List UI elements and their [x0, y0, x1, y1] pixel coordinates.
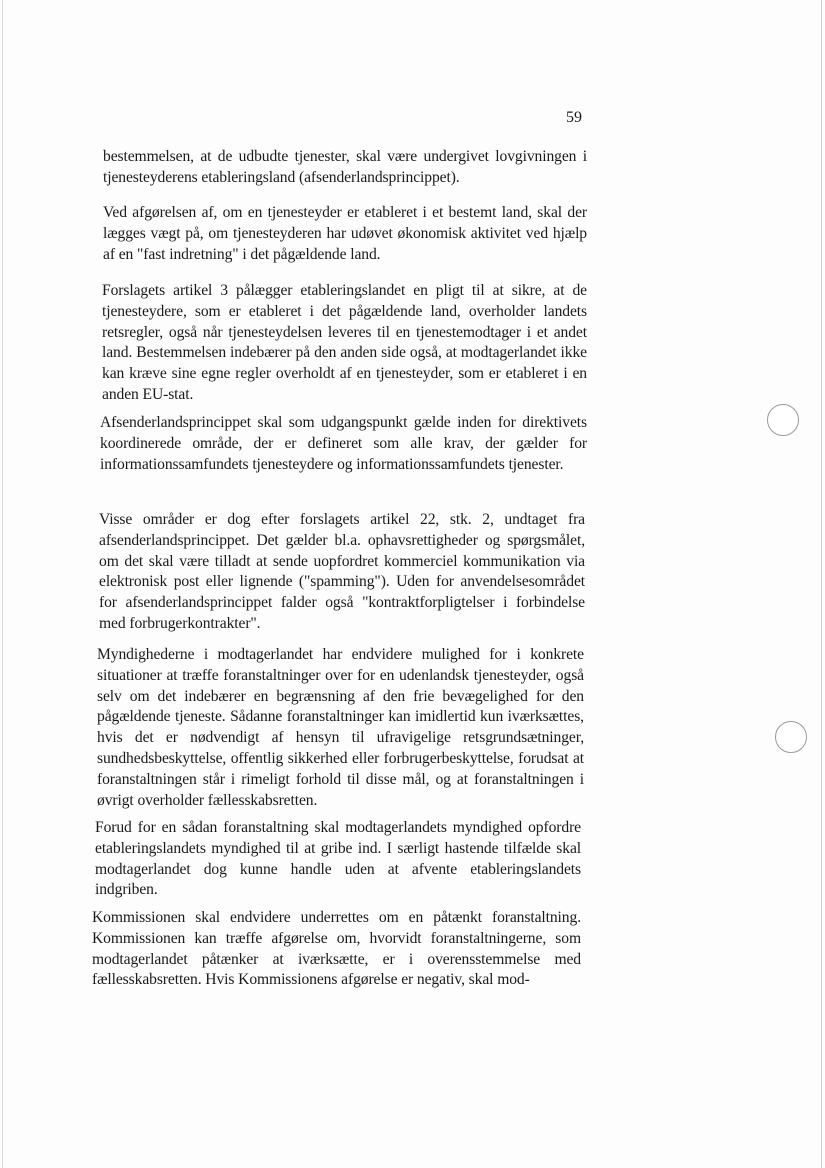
- paragraph-7: Forud for en sådan foranstaltning skal modtagerlandets myndighed opfordre etableringslandets myndighed til at gribe ind. I særligt hastende tilfælde skal modtagerlandet dog kunne handle uden at afvente etableringslandets indgriben.: [95, 819, 581, 899]
- paragraph-4: Afsenderlandsprincippet skal som udgangspunkt gælde inden for direktivets koordinerede område, der er defineret som alle krav, der gælder for informationssamfundets tjenesteydere og informationssamfundets tjenester.: [100, 414, 587, 473]
- paragraph-3: Forslagets artikel 3 pålægger etableringslandet en pligt til at sikre, at de tjenesteydere, som er etableret i det pågældende land, overholder landets retsregler, også når tjenesteydelsen leveres til en tjenestemodtager i et andet land. Bestemmelsen indebærer på den anden side også, at modtagerlandet ikke kan kræve sine egne regler overholdt af en tjenesteyder, som er etableret i en anden EU-stat.: [102, 282, 587, 403]
- punch-hole-icon: [767, 404, 799, 436]
- scan-left-edge: [2, 0, 3, 1168]
- punch-hole-icon: [775, 721, 807, 753]
- paragraph-6: Myndighederne i modtagerlandet har endvidere mulighed for i konkrete situationer at træffe foranstaltninger over for en udenlandsk tjenesteyder, også selv om det indebærer en begrænsning af den frie bevægelighed for den pågældende tjeneste. Sådanne foranstaltninger kan imidlertid kun iværksættes, hvis det er nødvendigt af hensyn til ufravigelige retsgrundsætninger, sundhedsbeskyttelse, offentlig sikkerhed eller forbrugerbeskyttelse, forudsat at foranstaltningen står i rimeligt forhold til disse mål, og at foranstaltningen i øvrigt overholder fællesskabsretten.: [97, 646, 584, 809]
- scan-right-edge: [821, 0, 822, 1168]
- page-number: 59: [566, 109, 582, 126]
- paragraph-2: Ved afgørelsen af, om en tjenesteyder er etableret i et bestemt land, skal der lægges vægt på, om tjenesteyderen har udøvet økonomisk aktivitet ved hjælp af en "fast indretning" i det pågældende land.: [103, 204, 587, 263]
- paragraph-1: bestemmelsen, at de udbudte tjenester, skal være undergivet lovgivningen i tjenesteyderens etableringsland (afsenderlandsprincippet).: [103, 148, 587, 186]
- paragraph-8: Kommissionen skal endvidere underrettes om en påtænkt foranstaltning. Kommissionen kan træffe afgørelse om, hvorvidt foranstaltningerne, som modtagerlandet påtænker at iværksætte, er i overensstemmelse med fællesskabsretten. Hvis Kommissionens afgørelse er negativ, skal mod-: [92, 909, 581, 989]
- paragraph-5: Visse områder er dog efter forslagets artikel 22, stk. 2, undtaget fra afsenderlandsprincippet. Det gælder bl.a. ophavsrettigheder og spørgsmålet, om det skal være tilladt at sende uopfordret kommerciel kommunikation via elektronisk post eller lignende ("spamming"). Uden for anvendelsesområdet for afsenderlandsprincippet falder også "kontraktforpligtelser i forbindelse med forbrugerkontrakter".: [99, 511, 585, 632]
